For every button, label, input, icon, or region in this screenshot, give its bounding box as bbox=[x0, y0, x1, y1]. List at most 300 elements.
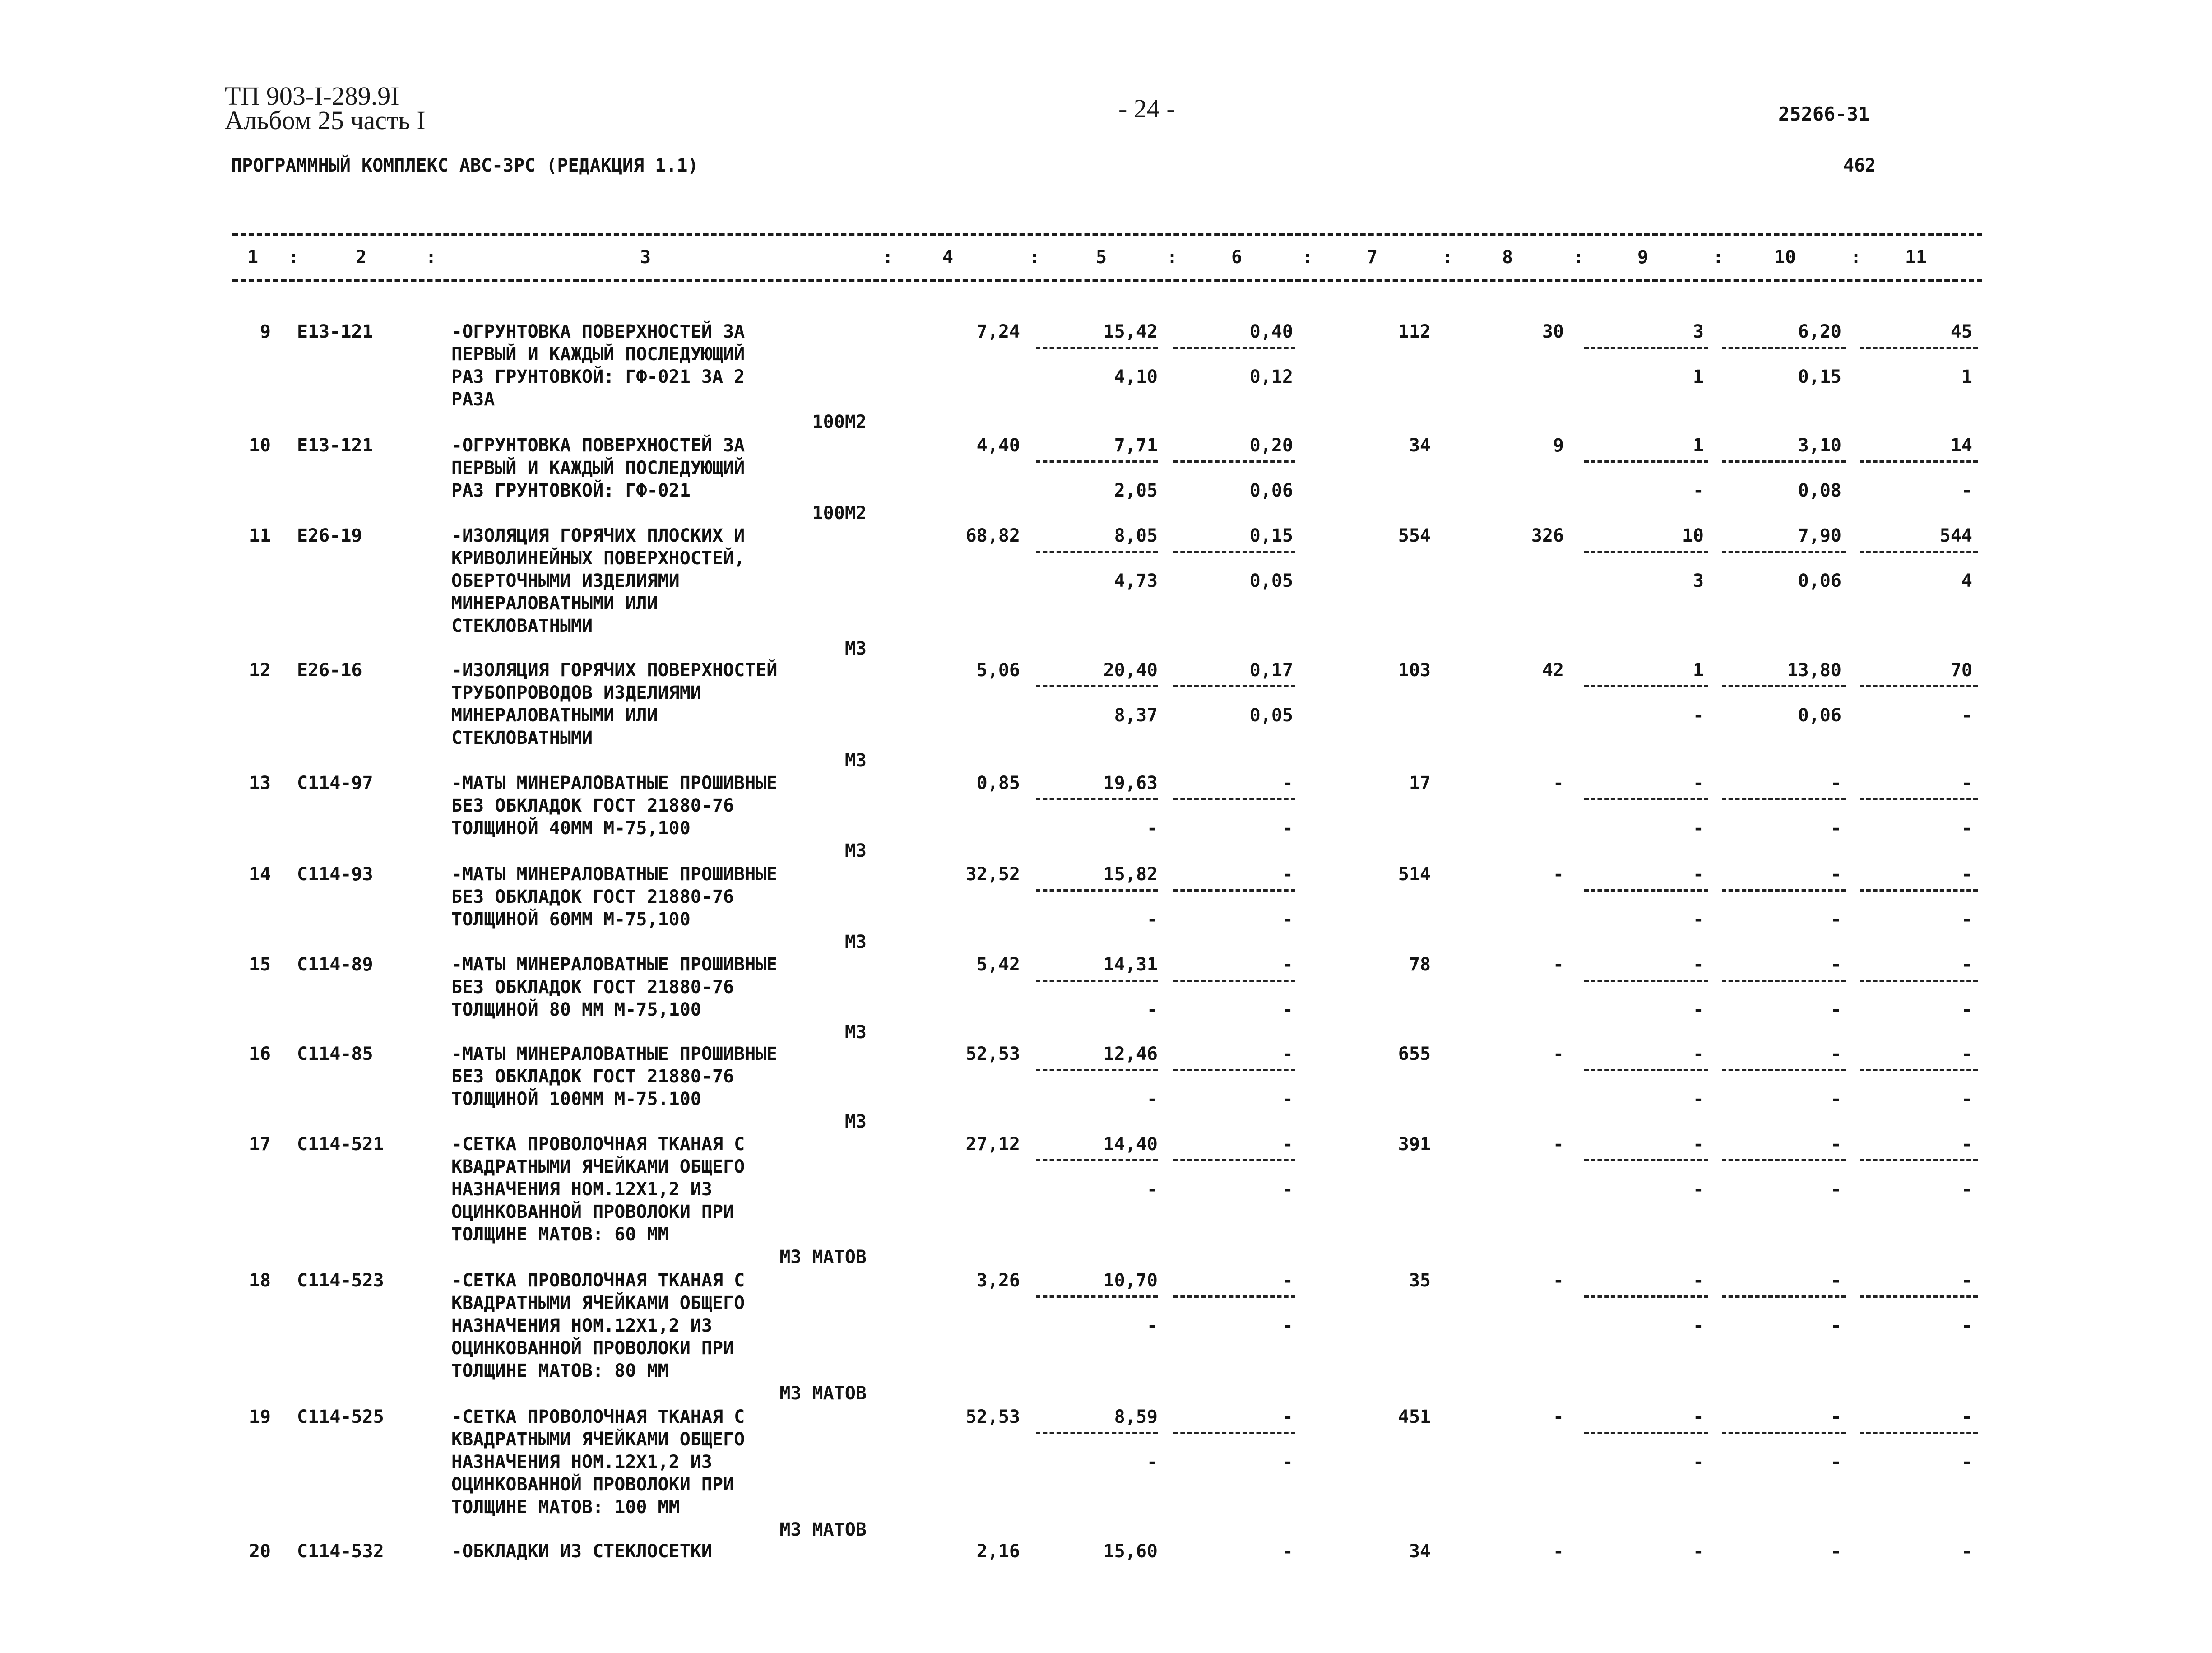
cell-c8: 9 bbox=[1553, 435, 1564, 456]
sub-separator-c6 bbox=[1173, 1295, 1295, 1298]
description-line: БЕЗ ОБКЛАДОК ГОСТ 21880-76 bbox=[451, 795, 734, 816]
cell-c10: - bbox=[1830, 1044, 1841, 1064]
cell-c4: 0,85 bbox=[976, 773, 1020, 794]
row-description bbox=[451, 320, 745, 411]
sub-separator-c11 bbox=[1860, 460, 1978, 463]
sub-separator-c10 bbox=[1722, 460, 1846, 463]
sub-separator-c11 bbox=[1860, 980, 1978, 982]
sub-separator-c11 bbox=[1860, 1295, 1978, 1298]
sub-separator-c9 bbox=[1584, 1295, 1708, 1298]
description-line: -МАТЫ МИНЕРАЛОВАТНЫЕ ПРОШИВНЫЕ bbox=[451, 1044, 778, 1064]
row-number: 20 bbox=[249, 1541, 271, 1562]
program-title: ПРОГРАММНЫЙ КОМПЛЕКС АВС-3РС (РЕДАКЦИЯ 1.1) bbox=[231, 155, 699, 176]
sub-separator-c6 bbox=[1173, 980, 1295, 982]
cell-c11b: - bbox=[1961, 909, 1972, 930]
cell-c9: - bbox=[1693, 1134, 1704, 1155]
sub-separator-c9 bbox=[1584, 460, 1708, 463]
cell-c6b: - bbox=[1282, 999, 1293, 1020]
row-code: Е26-19 bbox=[297, 525, 362, 546]
column-separator: : bbox=[1302, 247, 1313, 268]
sub-separator-c10 bbox=[1722, 889, 1846, 892]
description-line: НАЗНАЧЕНИЯ НОМ.12Х1,2 ИЗ bbox=[451, 1315, 712, 1336]
description-line: -СЕТКА ПРОВОЛОЧНАЯ ТКАНАЯ С bbox=[451, 1134, 745, 1155]
sub-separator-c11 bbox=[1860, 347, 1978, 349]
sub-separator-c10 bbox=[1722, 1069, 1846, 1071]
cell-c11b: - bbox=[1961, 480, 1972, 501]
cell-c5b: - bbox=[1146, 1179, 1158, 1200]
column-separator: : bbox=[882, 247, 894, 268]
cell-c9: 10 bbox=[1682, 525, 1704, 546]
description-line: ОЦИНКОВАННОЙ ПРОВОЛОКИ ПРИ bbox=[451, 1202, 734, 1222]
cell-c9b: - bbox=[1693, 705, 1704, 726]
row-code: С114-525 bbox=[297, 1407, 384, 1427]
cell-c6: - bbox=[1282, 1134, 1293, 1155]
row-description bbox=[451, 1269, 745, 1382]
cell-c5b: - bbox=[1146, 818, 1158, 839]
sub-separator-c6 bbox=[1173, 460, 1295, 463]
cell-c7: 655 bbox=[1398, 1044, 1431, 1064]
sub-separator-c6 bbox=[1173, 889, 1295, 892]
description-line: -ОГРУНТОВКА ПОВЕРХНОСТЕЙ ЗА bbox=[451, 321, 745, 342]
cell-c5: 15,42 bbox=[1103, 321, 1158, 342]
cell-c5b: 2,05 bbox=[1114, 480, 1158, 501]
sheet-number: 462 bbox=[1843, 155, 1876, 176]
cell-c6b: 0,05 bbox=[1249, 571, 1293, 591]
sub-separator-c11 bbox=[1860, 798, 1978, 800]
sub-separator-c9 bbox=[1584, 889, 1708, 892]
cell-c9: - bbox=[1693, 954, 1704, 975]
cell-c10: - bbox=[1830, 1541, 1841, 1562]
column-header-4: 4 bbox=[942, 247, 954, 268]
cell-c6: 0,17 bbox=[1249, 660, 1293, 681]
description-line: -МАТЫ МИНЕРАЛОВАТНЫЕ ПРОШИВНЫЕ bbox=[451, 773, 778, 794]
cell-c11: - bbox=[1961, 1541, 1972, 1562]
description-line: ТОЛЩИНОЙ 100ММ М-75.100 bbox=[451, 1089, 701, 1110]
sub-separator-c5 bbox=[1036, 980, 1158, 982]
cell-c9: - bbox=[1693, 1407, 1704, 1427]
column-header-10: 10 bbox=[1774, 247, 1796, 268]
row-number: 11 bbox=[249, 525, 271, 546]
cell-c7: 103 bbox=[1398, 660, 1431, 681]
cell-c7: 35 bbox=[1409, 1270, 1431, 1291]
cell-c9: - bbox=[1693, 864, 1704, 885]
cell-c10b: 0,15 bbox=[1798, 367, 1841, 387]
sub-separator-c5 bbox=[1036, 347, 1158, 349]
sub-separator-c5 bbox=[1036, 798, 1158, 800]
cell-c9: - bbox=[1693, 1541, 1704, 1562]
column-header-6: 6 bbox=[1231, 247, 1243, 268]
cell-c7: 78 bbox=[1409, 954, 1431, 975]
row-code: С114-93 bbox=[297, 864, 373, 885]
cell-c7: 514 bbox=[1398, 864, 1431, 885]
description-line: РАЗ ГРУНТОВКОЙ: ГФ-021 bbox=[451, 480, 691, 501]
sub-separator-c6 bbox=[1173, 798, 1295, 800]
cell-c8: - bbox=[1553, 1134, 1564, 1155]
cell-c10b: - bbox=[1830, 1315, 1841, 1336]
table-header-rule bbox=[232, 279, 1982, 282]
sub-separator-c10 bbox=[1722, 798, 1846, 800]
cell-c5: 8,05 bbox=[1114, 525, 1158, 546]
sub-separator-c10 bbox=[1722, 980, 1846, 982]
sub-separator-c11 bbox=[1860, 889, 1978, 892]
sub-separator-c5 bbox=[1036, 685, 1158, 687]
cell-c10b: - bbox=[1830, 1452, 1841, 1472]
cell-c4: 2,16 bbox=[976, 1541, 1020, 1562]
cell-c7: 391 bbox=[1398, 1134, 1431, 1155]
cell-c9: 1 bbox=[1693, 660, 1704, 681]
description-line: -СЕТКА ПРОВОЛОЧНАЯ ТКАНАЯ С bbox=[451, 1407, 745, 1427]
sub-separator-c5 bbox=[1036, 1295, 1158, 1298]
row-unit: М3 bbox=[844, 840, 867, 861]
description-line: ТОЛЩИНЕ МАТОВ: 60 ММ bbox=[451, 1224, 669, 1245]
cell-c6b: - bbox=[1282, 1089, 1293, 1110]
cell-c9: 3 bbox=[1693, 321, 1704, 342]
row-unit: М3 bbox=[844, 1111, 867, 1132]
description-line: РАЗА bbox=[451, 389, 495, 410]
row-unit: 100М2 bbox=[812, 412, 867, 432]
row-number: 12 bbox=[249, 660, 271, 681]
cell-c11: 45 bbox=[1950, 321, 1972, 342]
row-code: Е13-121 bbox=[297, 435, 373, 456]
cell-c4: 32,52 bbox=[965, 864, 1020, 885]
row-description bbox=[451, 1540, 712, 1563]
cell-c9b: - bbox=[1693, 999, 1704, 1020]
description-line: -ОГРУНТОВКА ПОВЕРХНОСТЕЙ ЗА bbox=[451, 435, 745, 456]
album-label: Альбом 25 часть I bbox=[225, 106, 426, 135]
column-header-8: 8 bbox=[1502, 247, 1513, 268]
row-unit: М3 МАТОВ bbox=[779, 1383, 867, 1404]
cell-c8: - bbox=[1553, 954, 1564, 975]
cell-c5: 20,40 bbox=[1103, 660, 1158, 681]
cell-c5: 14,31 bbox=[1103, 954, 1158, 975]
cell-c9: - bbox=[1693, 1044, 1704, 1064]
cell-c8: - bbox=[1553, 1407, 1564, 1427]
cell-c11: - bbox=[1961, 1270, 1972, 1291]
description-line: СТЕКЛОВАТНЫМИ bbox=[451, 728, 593, 748]
cell-c8: 30 bbox=[1542, 321, 1564, 342]
row-number: 17 bbox=[249, 1134, 271, 1155]
cell-c7: 34 bbox=[1409, 435, 1431, 456]
description-line: -МАТЫ МИНЕРАЛОВАТНЫЕ ПРОШИВНЫЕ bbox=[451, 864, 778, 885]
description-line: ОЦИНКОВАННОЙ ПРОВОЛОКИ ПРИ bbox=[451, 1338, 734, 1359]
row-number: 15 bbox=[249, 954, 271, 975]
cell-c11: - bbox=[1961, 1407, 1972, 1427]
cell-c11b: - bbox=[1961, 1315, 1972, 1336]
sub-separator-c11 bbox=[1860, 551, 1978, 553]
cell-c4: 27,12 bbox=[965, 1134, 1020, 1155]
description-line: -ИЗОЛЯЦИЯ ГОРЯЧИХ ПОВЕРХНОСТЕЙ bbox=[451, 660, 778, 681]
page-number: - 24 - bbox=[1118, 94, 1175, 123]
description-line: НАЗНАЧЕНИЯ НОМ.12Х1,2 ИЗ bbox=[451, 1452, 712, 1472]
cell-c5: 10,70 bbox=[1103, 1270, 1158, 1291]
row-code: С114-97 bbox=[297, 773, 373, 794]
cell-c11: - bbox=[1961, 1044, 1972, 1064]
cell-c9: - bbox=[1693, 1270, 1704, 1291]
cell-c6b: 0,06 bbox=[1249, 480, 1293, 501]
cell-c4: 7,24 bbox=[976, 321, 1020, 342]
cell-c11: - bbox=[1961, 954, 1972, 975]
row-unit: М3 МАТОВ bbox=[779, 1519, 867, 1540]
column-separator: : bbox=[1713, 247, 1724, 268]
cell-c11b: - bbox=[1961, 1089, 1972, 1110]
description-line: КРИВОЛИНЕЙНЫХ ПОВЕРХНОСТЕЙ, bbox=[451, 548, 745, 569]
column-header-11: 11 bbox=[1905, 247, 1927, 268]
description-line: ОБЕРТОЧНЫМИ ИЗДЕЛИЯМИ bbox=[451, 571, 680, 591]
column-header-5: 5 bbox=[1095, 247, 1107, 268]
sub-separator-c9 bbox=[1584, 685, 1708, 687]
cell-c6: 0,40 bbox=[1249, 321, 1293, 342]
row-number: 18 bbox=[249, 1270, 271, 1291]
cell-c4: 68,82 bbox=[965, 525, 1020, 546]
sub-separator-c9 bbox=[1584, 347, 1708, 349]
cell-c6b: - bbox=[1282, 818, 1293, 839]
cell-c8: - bbox=[1553, 1270, 1564, 1291]
sub-separator-c10 bbox=[1722, 1159, 1846, 1161]
cell-c10: - bbox=[1830, 1407, 1841, 1427]
column-separator: : bbox=[288, 247, 299, 268]
row-number: 16 bbox=[249, 1044, 271, 1064]
cell-c4: 5,42 bbox=[976, 954, 1020, 975]
row-number: 14 bbox=[249, 864, 271, 885]
cell-c4: 3,26 bbox=[976, 1270, 1020, 1291]
cell-c4: 52,53 bbox=[965, 1407, 1020, 1427]
cell-c6b: - bbox=[1282, 909, 1293, 930]
cell-c10b: 0,08 bbox=[1798, 480, 1841, 501]
row-code: Е13-121 bbox=[297, 321, 373, 342]
sub-separator-c9 bbox=[1584, 798, 1708, 800]
sub-separator-c10 bbox=[1722, 551, 1846, 553]
sub-separator-c6 bbox=[1173, 1432, 1295, 1434]
column-separator: : bbox=[426, 247, 437, 268]
sub-separator-c6 bbox=[1173, 1069, 1295, 1071]
cell-c10b: - bbox=[1830, 1179, 1841, 1200]
sub-separator-c11 bbox=[1860, 685, 1978, 687]
row-number: 13 bbox=[249, 773, 271, 794]
cell-c10b: 0,06 bbox=[1798, 571, 1841, 591]
description-line: ТОЛЩИНОЙ 80 ММ М-75,100 bbox=[451, 999, 701, 1020]
column-separator: : bbox=[1442, 247, 1453, 268]
cell-c10: - bbox=[1830, 773, 1841, 794]
sub-separator-c6 bbox=[1173, 551, 1295, 553]
cell-c4: 5,06 bbox=[976, 660, 1020, 681]
cell-c10: 6,20 bbox=[1798, 321, 1841, 342]
cell-c5: 7,71 bbox=[1114, 435, 1158, 456]
cell-c8: - bbox=[1553, 1044, 1564, 1064]
row-unit: М3 МАТОВ bbox=[779, 1247, 867, 1268]
cell-c5b: - bbox=[1146, 1315, 1158, 1336]
description-line: БЕЗ ОБКЛАДОК ГОСТ 21880-76 bbox=[451, 887, 734, 907]
row-code: С114-523 bbox=[297, 1270, 384, 1291]
cell-c7: 451 bbox=[1398, 1407, 1431, 1427]
column-separator: : bbox=[1167, 247, 1178, 268]
row-unit: М3 bbox=[844, 750, 867, 771]
sub-separator-c9 bbox=[1584, 1069, 1708, 1071]
row-code: С114-89 bbox=[297, 954, 373, 975]
cell-c6b: 0,05 bbox=[1249, 705, 1293, 726]
cell-c8: 326 bbox=[1531, 525, 1564, 546]
cell-c9: 1 bbox=[1693, 435, 1704, 456]
column-separator: : bbox=[1029, 247, 1040, 268]
cell-c10: - bbox=[1830, 1134, 1841, 1155]
stamp-number: 25266-31 bbox=[1778, 103, 1870, 125]
row-description bbox=[451, 1406, 745, 1518]
cell-c6: - bbox=[1282, 773, 1293, 794]
description-line: БЕЗ ОБКЛАДОК ГОСТ 21880-76 bbox=[451, 977, 734, 998]
cell-c9b: - bbox=[1693, 818, 1704, 839]
cell-c5b: - bbox=[1146, 1452, 1158, 1472]
cell-c9b: 1 bbox=[1693, 367, 1704, 387]
sub-separator-c9 bbox=[1584, 1159, 1708, 1161]
description-line: ТРУБОПРОВОДОВ ИЗДЕЛИЯМИ bbox=[451, 683, 701, 703]
row-number: 19 bbox=[249, 1407, 271, 1427]
column-header-1: 1 bbox=[247, 247, 259, 268]
sub-separator-c5 bbox=[1036, 551, 1158, 553]
row-code: Е26-16 bbox=[297, 660, 362, 681]
description-line: НАЗНАЧЕНИЯ НОМ.12Х1,2 ИЗ bbox=[451, 1179, 712, 1200]
cell-c6: 0,15 bbox=[1249, 525, 1293, 546]
sub-separator-c6 bbox=[1173, 1159, 1295, 1161]
row-description bbox=[451, 863, 777, 931]
description-line: КВАДРАТНЫМИ ЯЧЕЙКАМИ ОБЩЕГО bbox=[451, 1293, 745, 1314]
cell-c5: 15,60 bbox=[1103, 1541, 1158, 1562]
document-code: ТП 903-I-289.9I bbox=[225, 81, 399, 111]
cell-c8: - bbox=[1553, 1541, 1564, 1562]
column-separator: : bbox=[1573, 247, 1584, 268]
sub-separator-c5 bbox=[1036, 1432, 1158, 1434]
cell-c6b: 0,12 bbox=[1249, 367, 1293, 387]
column-header-9: 9 bbox=[1637, 247, 1649, 268]
cell-c11b: - bbox=[1961, 1179, 1972, 1200]
cell-c6: - bbox=[1282, 1541, 1293, 1562]
sub-separator-c9 bbox=[1584, 980, 1708, 982]
cell-c10b: - bbox=[1830, 1089, 1841, 1110]
cell-c8: - bbox=[1553, 864, 1564, 885]
sub-separator-c6 bbox=[1173, 347, 1295, 349]
row-unit: М3 bbox=[844, 932, 867, 952]
row-unit: 100М2 bbox=[812, 503, 867, 524]
cell-c5b: 8,37 bbox=[1114, 705, 1158, 726]
cell-c9b: - bbox=[1693, 1089, 1704, 1110]
description-line: -МАТЫ МИНЕРАЛОВАТНЫЕ ПРОШИВНЫЕ bbox=[451, 954, 778, 975]
sub-separator-c11 bbox=[1860, 1069, 1978, 1071]
description-line: ТОЛЩИНОЙ 60ММ М-75,100 bbox=[451, 909, 691, 930]
description-line: ПЕРВЫЙ И КАЖДЫЙ ПОСЛЕДУЮЩИЙ bbox=[451, 344, 745, 365]
description-line: КВАДРАТНЫМИ ЯЧЕЙКАМИ ОБЩЕГО bbox=[451, 1156, 745, 1177]
description-line: ПЕРВЫЙ И КАЖДЫЙ ПОСЛЕДУЮЩИЙ bbox=[451, 458, 745, 478]
sub-separator-c5 bbox=[1036, 889, 1158, 892]
cell-c6b: - bbox=[1282, 1452, 1293, 1472]
cell-c6: - bbox=[1282, 1407, 1293, 1427]
row-code: С114-521 bbox=[297, 1134, 384, 1155]
cell-c9b: - bbox=[1693, 480, 1704, 501]
cell-c5: 15,82 bbox=[1103, 864, 1158, 885]
cell-c10: 13,80 bbox=[1787, 660, 1841, 681]
sub-separator-c5 bbox=[1036, 460, 1158, 463]
cell-c11: - bbox=[1961, 773, 1972, 794]
cell-c11b: - bbox=[1961, 818, 1972, 839]
description-line: -ОБКЛАДКИ ИЗ СТЕКЛОСЕТКИ bbox=[451, 1541, 712, 1562]
row-code: С114-85 bbox=[297, 1044, 373, 1064]
cell-c11b: - bbox=[1961, 999, 1972, 1020]
cell-c6: - bbox=[1282, 864, 1293, 885]
cell-c5b: - bbox=[1146, 909, 1158, 930]
cell-c7: 112 bbox=[1398, 321, 1431, 342]
cell-c10b: - bbox=[1830, 999, 1841, 1020]
description-line: РАЗ ГРУНТОВКОЙ: ГФ-021 ЗА 2 bbox=[451, 367, 745, 387]
cell-c9: - bbox=[1693, 773, 1704, 794]
cell-c10: 7,90 bbox=[1798, 525, 1841, 546]
cell-c5b: 4,10 bbox=[1114, 367, 1158, 387]
row-number: 9 bbox=[260, 321, 271, 342]
cell-c5b: 4,73 bbox=[1114, 571, 1158, 591]
cell-c6: - bbox=[1282, 954, 1293, 975]
cell-c11b: - bbox=[1961, 705, 1972, 726]
description-line: -СЕТКА ПРОВОЛОЧНАЯ ТКАНАЯ С bbox=[451, 1270, 745, 1291]
row-description bbox=[451, 953, 777, 1021]
column-header-7: 7 bbox=[1366, 247, 1378, 268]
sub-separator-c5 bbox=[1036, 1069, 1158, 1071]
description-line: ТОЛЩИНЕ МАТОВ: 80 ММ bbox=[451, 1360, 669, 1381]
row-unit: М3 bbox=[844, 1022, 867, 1043]
cell-c10: - bbox=[1830, 954, 1841, 975]
cell-c5: 8,59 bbox=[1114, 1407, 1158, 1427]
cell-c6b: - bbox=[1282, 1179, 1293, 1200]
cell-c11b: - bbox=[1961, 1452, 1972, 1472]
cell-c5b: - bbox=[1146, 1089, 1158, 1110]
description-line: СТЕКЛОВАТНЫМИ bbox=[451, 616, 593, 636]
row-number: 10 bbox=[249, 435, 271, 456]
table-top-rule bbox=[232, 233, 1982, 236]
cell-c5: 12,46 bbox=[1103, 1044, 1158, 1064]
sub-separator-c10 bbox=[1722, 685, 1846, 687]
cell-c5: 14,40 bbox=[1103, 1134, 1158, 1155]
cell-c9b: - bbox=[1693, 1179, 1704, 1200]
row-description bbox=[451, 659, 777, 749]
sub-separator-c11 bbox=[1860, 1432, 1978, 1434]
cell-c11: - bbox=[1961, 1134, 1972, 1155]
cell-c10: 3,10 bbox=[1798, 435, 1841, 456]
sub-separator-c10 bbox=[1722, 347, 1846, 349]
description-line: МИНЕРАЛОВАТНЫМИ ИЛИ bbox=[451, 705, 658, 726]
sub-separator-c9 bbox=[1584, 1432, 1708, 1434]
cell-c6b: - bbox=[1282, 1315, 1293, 1336]
cell-c9b: - bbox=[1693, 1315, 1704, 1336]
column-header-3: 3 bbox=[640, 247, 651, 268]
cell-c9b: 3 bbox=[1693, 571, 1704, 591]
cell-c11: - bbox=[1961, 864, 1972, 885]
cell-c11: 14 bbox=[1950, 435, 1972, 456]
description-line: БЕЗ ОБКЛАДОК ГОСТ 21880-76 bbox=[451, 1066, 734, 1087]
sub-separator-c10 bbox=[1722, 1432, 1846, 1434]
cell-c9b: - bbox=[1693, 909, 1704, 930]
cell-c8: 42 bbox=[1542, 660, 1564, 681]
row-description bbox=[451, 434, 745, 502]
cell-c11: 70 bbox=[1950, 660, 1972, 681]
cell-c10b: 0,06 bbox=[1798, 705, 1841, 726]
column-header-2: 2 bbox=[355, 247, 367, 268]
description-line: ТОЛЩИНОЙ 40ММ М-75,100 bbox=[451, 818, 691, 839]
cell-c10: - bbox=[1830, 1270, 1841, 1291]
description-line: МИНЕРАЛОВАТНЫМИ ИЛИ bbox=[451, 593, 658, 614]
cell-c4: 4,40 bbox=[976, 435, 1020, 456]
cell-c7: 554 bbox=[1398, 525, 1431, 546]
cell-c7: 34 bbox=[1409, 1541, 1431, 1562]
cell-c11b: 1 bbox=[1961, 367, 1972, 387]
cell-c10b: - bbox=[1830, 909, 1841, 930]
sub-separator-c6 bbox=[1173, 685, 1295, 687]
column-separator: : bbox=[1850, 247, 1862, 268]
row-description bbox=[451, 1133, 745, 1246]
